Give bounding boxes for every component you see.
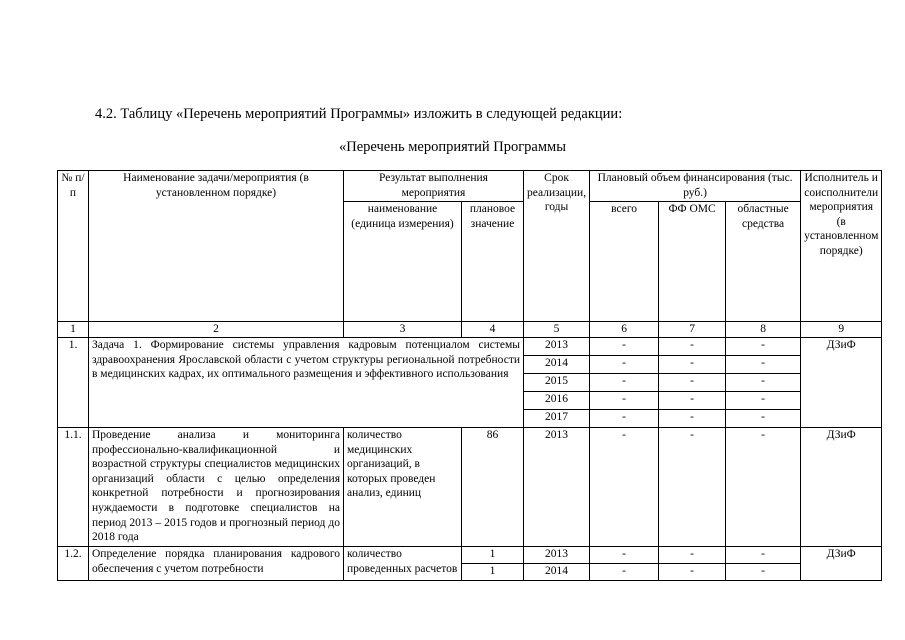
- result-plan-cell: 1: [462, 547, 524, 564]
- fin-ffoms-cell: -: [659, 428, 726, 547]
- year-cell: 2013: [524, 547, 590, 564]
- fin-regional-cell: -: [726, 547, 801, 564]
- result-name-cell: количество проведенных расчетов: [344, 547, 462, 581]
- result-plan-cell: 1: [462, 564, 524, 581]
- activities-table: [57, 170, 882, 581]
- header-result-plan: плановое значение: [462, 202, 524, 322]
- table-title: «Перечень мероприятий Программы: [339, 139, 566, 155]
- fin-regional-cell: -: [726, 410, 801, 428]
- col-number: 3: [344, 322, 462, 338]
- header-fin-ffoms: ФФ ОМС: [659, 202, 726, 322]
- executor-cell: ДЗиФ: [801, 428, 882, 547]
- col-number: 2: [89, 322, 344, 338]
- fin-ffoms-cell: -: [659, 392, 726, 410]
- col-number: 7: [659, 322, 726, 338]
- result-plan-cell: 86: [462, 428, 524, 547]
- year-cell: 2017: [524, 410, 590, 428]
- year-cell: 2014: [524, 564, 590, 581]
- header-finance: Плановый объем финансирования (тыс. руб.): [590, 171, 801, 202]
- fin-regional-cell: -: [726, 356, 801, 374]
- header-term: Срок реализации, годы: [524, 171, 590, 322]
- year-cell: 2016: [524, 392, 590, 410]
- fin-total-cell: -: [590, 374, 659, 392]
- header-name: Наименование задачи/мероприятия (в установленном порядке): [89, 171, 344, 322]
- activity-name: Проведение анализа и мониторинга профессионально-квалификационной и возрастной структуры специалистов медицинских организаций области с целью определения конкретной потребности и прогнозирования нуждаемости в подготовке специалистов на период 2013 – 2015 годов и прогнозный период до 2018 года: [89, 428, 344, 547]
- executor-cell: ДЗиФ: [801, 547, 882, 581]
- col-number: 1: [58, 322, 89, 338]
- fin-ffoms-cell: -: [659, 547, 726, 564]
- year-cell: 2014: [524, 356, 590, 374]
- year-cell: 2013: [524, 428, 590, 547]
- year-cell: 2015: [524, 374, 590, 392]
- header-fin-total: всего: [590, 202, 659, 322]
- column-number-row: [58, 322, 882, 338]
- result-name-cell: количество медицинских организаций, в которых проведен анализ, единиц: [344, 428, 462, 547]
- fin-regional-cell: -: [726, 338, 801, 356]
- fin-ffoms-cell: -: [659, 338, 726, 356]
- fin-ffoms-cell: -: [659, 564, 726, 581]
- col-number: 4: [462, 322, 524, 338]
- fin-regional-cell: -: [726, 564, 801, 581]
- fin-ffoms-cell: -: [659, 410, 726, 428]
- header-result: Результат выполнения мероприятия: [344, 171, 524, 202]
- header-fin-regional: областные средства: [726, 202, 801, 322]
- table-row: [58, 338, 882, 356]
- fin-ffoms-cell: -: [659, 374, 726, 392]
- fin-total-cell: -: [590, 338, 659, 356]
- header-executor: Исполнитель и соисполнители мероприятия (в установленном порядке): [801, 171, 882, 322]
- fin-regional-cell: -: [726, 374, 801, 392]
- fin-total-cell: -: [590, 410, 659, 428]
- col-number: 8: [726, 322, 801, 338]
- fin-total-cell: -: [590, 547, 659, 564]
- header-result-name: наименование (единица измерения): [344, 202, 462, 322]
- table-row: [58, 547, 882, 564]
- executor-cell: ДЗиФ: [801, 338, 882, 428]
- fin-total-cell: -: [590, 392, 659, 410]
- year-cell: 2013: [524, 338, 590, 356]
- col-number: 9: [801, 322, 882, 338]
- header-row: [58, 171, 882, 202]
- fin-total-cell: -: [590, 564, 659, 581]
- fin-total-cell: -: [590, 356, 659, 374]
- task-name: Задача 1. Формирование системы управления кадровым потенциалом системы здравоохранения Ярославской области с учетом структуры региональной потребности в медицинских кадрах, их оптимального размещения и эффективного использования: [89, 338, 524, 428]
- col-number: 6: [590, 322, 659, 338]
- fin-ffoms-cell: -: [659, 356, 726, 374]
- table-row: [58, 428, 882, 547]
- fin-regional-cell: -: [726, 428, 801, 547]
- activity-name: Определение порядка планирования кадрового обеспечения с учетом потребности: [89, 547, 344, 581]
- row-num: 1.2.: [58, 547, 89, 581]
- fin-regional-cell: -: [726, 392, 801, 410]
- header-num: № п/п: [58, 171, 89, 322]
- intro-text: 4.2. Таблицу «Перечень мероприятий Программы» изложить в следующей редакции:: [95, 106, 623, 122]
- col-number: 5: [524, 322, 590, 338]
- row-num: 1.: [58, 338, 89, 428]
- fin-total-cell: -: [590, 428, 659, 547]
- row-num: 1.1.: [58, 428, 89, 547]
